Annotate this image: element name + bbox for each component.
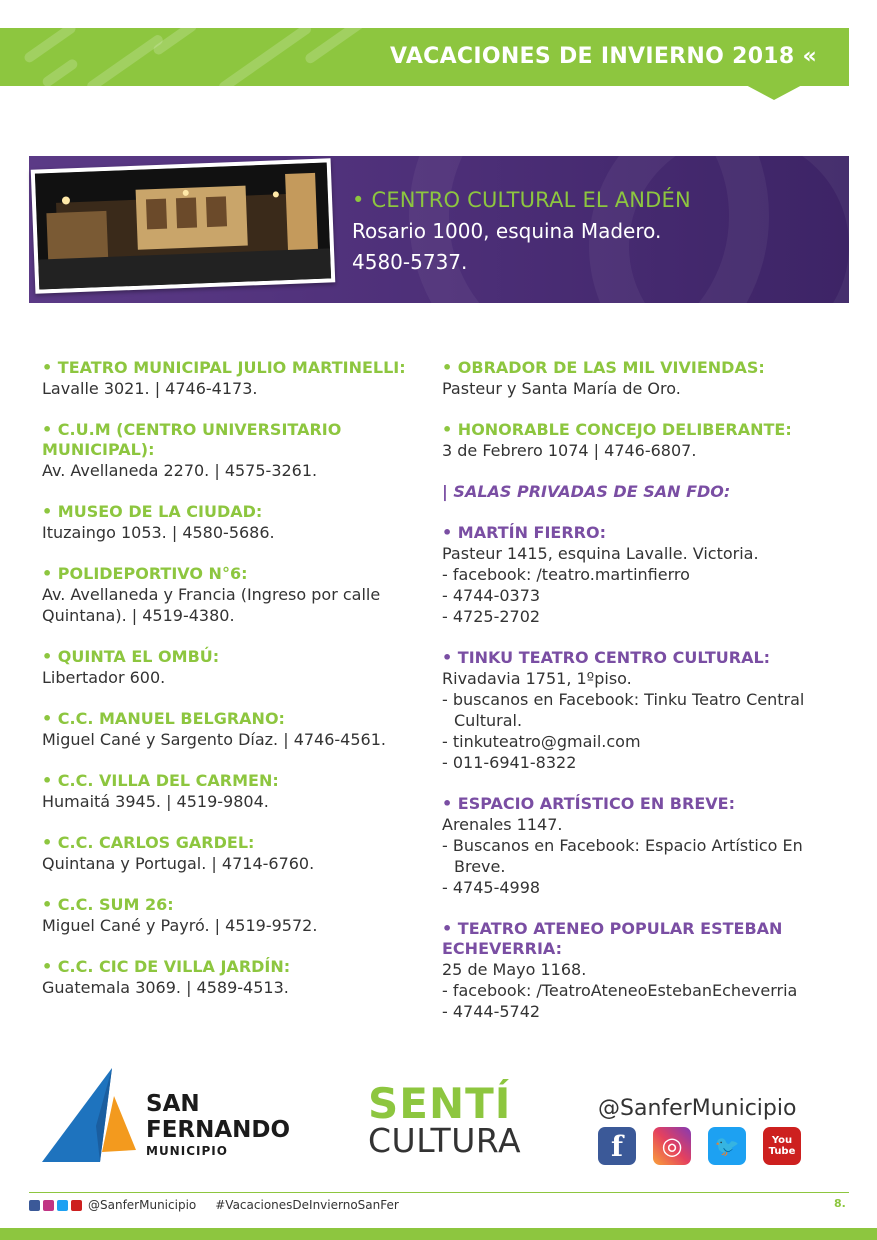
venue-title: • HONORABLE CONCEJO DELIBERANTE: xyxy=(442,420,792,439)
venue-details: Av. Avellaneda y Francia (Ingreso por calle Quintana). | 4519-4380. xyxy=(42,585,381,625)
logo-line-san: SAN xyxy=(146,1091,200,1117)
venue-entry xyxy=(42,647,432,688)
senti-cultura-logo xyxy=(368,1079,522,1160)
venue-details: Quintana y Portugal. | 4714-6760. xyxy=(42,854,315,873)
cultura-text: CULTURA xyxy=(368,1121,522,1160)
footer-handle: @SanferMunicipio xyxy=(88,1198,197,1212)
venue-details: Rivadavia 1751, 1ºpiso. xyxy=(442,669,632,688)
header-notch xyxy=(744,84,804,100)
venue-title: • C.C. CARLOS GARDEL: xyxy=(42,833,255,852)
venue-title: • MARTÍN FIERRO: xyxy=(442,523,606,542)
featured-venue-address: Rosario 1000, esquina Madero. xyxy=(352,219,662,243)
page-title: VACACIONES DE INVIERNO 2018 « xyxy=(389,44,817,69)
venue-details: - 011-6941-8322 xyxy=(442,753,577,772)
venue-entry xyxy=(42,709,432,750)
venue-entry xyxy=(42,420,432,481)
instagram-icon[interactable]: ◎ xyxy=(653,1127,691,1165)
venue-details: - 4725-2702 xyxy=(442,607,541,626)
venue-title: • ESPACIO ARTÍSTICO EN BREVE: xyxy=(442,794,735,813)
venue-details: - buscanos en Facebook: Tinku Teatro Central xyxy=(442,690,805,709)
venue-details: - facebook: /teatro.martinfierro xyxy=(442,565,690,584)
venue-title: • C.C. CIC DE VILLA JARDÍN: xyxy=(42,957,291,976)
venue-details: Libertador 600. xyxy=(42,668,166,687)
senti-text: SENTÍ xyxy=(368,1079,512,1128)
venue-entry xyxy=(442,523,872,627)
venue-details: - facebook: /TeatroAteneoEstebanEcheverria xyxy=(442,981,798,1000)
venue-photo-frame xyxy=(31,158,336,293)
venue-details: Miguel Cané y Payró. | 4519-9572. xyxy=(42,916,318,935)
venue-entry xyxy=(42,358,432,399)
venue-photo xyxy=(35,162,331,289)
venue-title: • OBRADOR DE LAS MIL VIVIENDAS: xyxy=(442,358,765,377)
twitter-icon[interactable]: 🐦 xyxy=(708,1127,746,1165)
san-fernando-logo xyxy=(40,1066,300,1166)
venue-entry xyxy=(42,957,432,998)
social-icons xyxy=(598,1127,801,1165)
venue-title: • POLIDEPORTIVO N°6: xyxy=(42,564,248,583)
venue-details: Guatemala 3069. | 4589-4513. xyxy=(42,978,289,997)
venue-entry xyxy=(442,648,872,773)
venue-details: - Buscanos en Facebook: Espacio Artístico En xyxy=(442,836,803,855)
venue-entry xyxy=(442,420,872,461)
venue-entry xyxy=(42,502,432,543)
bottom-bar xyxy=(0,1228,877,1240)
logo-line-municipio: MUNICIPIO xyxy=(146,1144,228,1158)
venue-details: Av. Avellaneda 2270. | 4575-3261. xyxy=(42,461,318,480)
venue-title: • C.C. MANUEL BELGRANO: xyxy=(42,709,285,728)
venue-details: Ituzaingo 1053. | 4580-5686. xyxy=(42,523,275,542)
venue-details: - tinkuteatro@gmail.com xyxy=(442,732,641,751)
featured-venue-text xyxy=(352,188,691,274)
social-block xyxy=(598,1096,801,1165)
facebook-mini-icon[interactable] xyxy=(29,1200,40,1211)
venue-entry xyxy=(442,919,872,1022)
venue-title: • QUINTA EL OMBÚ: xyxy=(42,647,220,666)
private-venues-heading: | SALAS PRIVADAS DE SAN FDO: xyxy=(442,482,731,501)
venue-details: 25 de Mayo 1168. xyxy=(442,960,587,979)
twitter-mini-icon[interactable] xyxy=(57,1200,68,1211)
venue-title: • TEATRO MUNICIPAL JULIO MARTINELLI: xyxy=(42,358,406,377)
page-number: 8. xyxy=(834,1197,846,1210)
youtube-mini-icon[interactable] xyxy=(71,1200,82,1211)
san-fernando-wordmark xyxy=(146,1091,290,1159)
venue-entry xyxy=(42,833,432,874)
venue-entry xyxy=(442,794,872,898)
venue-title: • TINKU TEATRO CENTRO CULTURAL: xyxy=(442,648,771,667)
venue-details: Lavalle 3021. | 4746-4173. xyxy=(42,379,258,398)
logo-line-fernando: FERNANDO xyxy=(146,1117,291,1143)
venue-entry xyxy=(42,895,432,936)
venue-details: Miguel Cané y Sargento Díaz. | 4746-4561. xyxy=(42,730,386,749)
venues-left-column xyxy=(42,358,432,1019)
sailboat-icon xyxy=(40,1066,140,1166)
venue-entry xyxy=(442,358,872,399)
featured-venue-phone: 4580-5737. xyxy=(352,250,468,274)
venue-details: - 4744-5742 xyxy=(442,1002,541,1021)
venue-entry xyxy=(42,564,432,626)
venue-title: • C.C. VILLA DEL CARMEN: xyxy=(42,771,279,790)
social-handle: @SanferMunicipio xyxy=(598,1096,797,1121)
venue-details: Cultural. xyxy=(454,711,523,730)
footer-hashtag: #VacacionesDeInviernoSanFer xyxy=(215,1198,399,1212)
venue-entry xyxy=(42,771,432,812)
header-bar xyxy=(0,28,849,86)
venue-title: • TEATRO ATENEO POPULAR ESTEBAN ECHEVERRIA: xyxy=(442,919,783,958)
venue-title: • C.U.M (CENTRO UNIVERSITARIO MUNICIPAL): xyxy=(42,420,342,459)
venues-right-column xyxy=(442,358,872,1043)
footer-divider xyxy=(29,1192,849,1193)
venue-details: Humaitá 3945. | 4519-9804. xyxy=(42,792,269,811)
venue-details: Pasteur y Santa María de Oro. xyxy=(442,379,681,398)
venue-details: Arenales 1147. xyxy=(442,815,563,834)
venue-details: Pasteur 1415, esquina Lavalle. Victoria. xyxy=(442,544,759,563)
venue-details: - 4744-0373 xyxy=(442,586,541,605)
youtube-icon[interactable]: You Tube xyxy=(763,1127,801,1165)
venue-details: 3 de Febrero 1074 | 4746-6807. xyxy=(442,441,697,460)
featured-venue-name: • CENTRO CULTURAL EL ANDÉN xyxy=(352,188,691,212)
venue-details: Breve. xyxy=(454,857,506,876)
facebook-icon[interactable]: f xyxy=(598,1127,636,1165)
venue-details: - 4745-4998 xyxy=(442,878,541,897)
venue-title: • MUSEO DE LA CIUDAD: xyxy=(42,502,263,521)
instagram-mini-icon[interactable] xyxy=(43,1200,54,1211)
footer-social-line xyxy=(29,1198,399,1212)
venue-title: • C.C. SUM 26: xyxy=(42,895,174,914)
